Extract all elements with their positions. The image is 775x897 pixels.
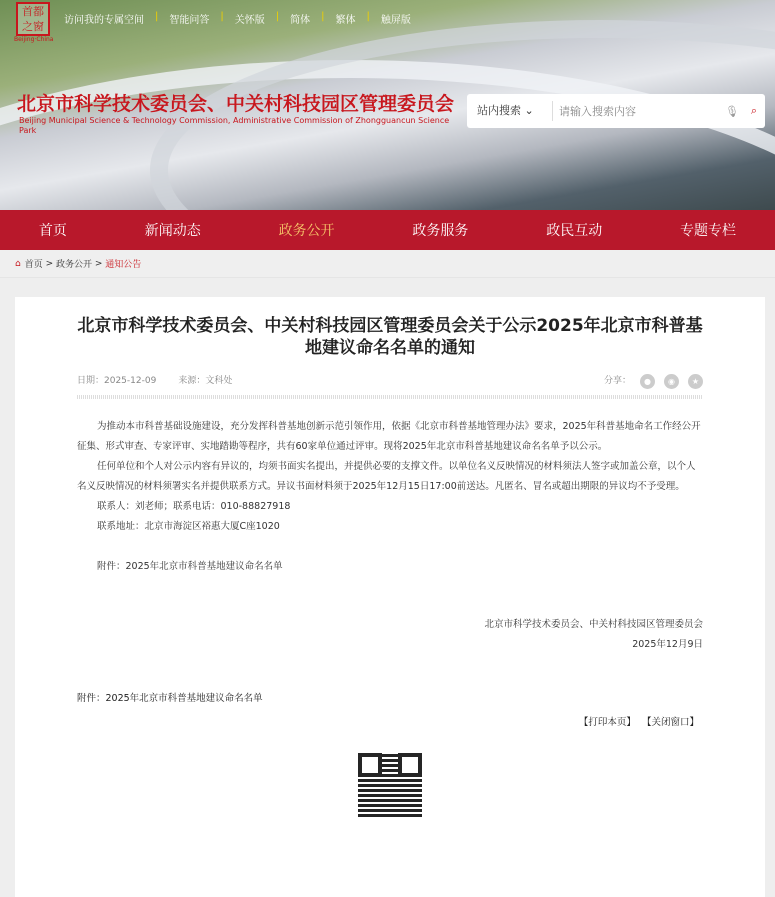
site-title-en: Beijing Municipal Science & Technology Commission, Administrative Commission of Zhongguancun Science Park: [19, 116, 450, 135]
top-link[interactable]: 简体: [290, 15, 311, 26]
chevron-down-icon: ⌄: [524, 104, 534, 117]
article-title: 北京市科学技术委员会、中关村科技园区管理委员会关于公示2025年北京市科普基地建议命名名单的通知: [77, 316, 703, 358]
top-link[interactable]: 繁体: [335, 15, 356, 26]
contact-address: 联系地址：北京市海淀区裕惠大厦C座1020: [97, 521, 280, 532]
top-link[interactable]: 关怀版: [234, 15, 265, 26]
qr-code: [358, 753, 422, 817]
article-meta-row: [77, 373, 703, 389]
site-title: 北京市科学技术委员会、中关村科技园区管理委员会: [17, 93, 455, 115]
page-actions: [77, 715, 703, 731]
print-button[interactable]: 【打印本页】: [578, 717, 636, 728]
top-links: 访问我的专属空间 | 智能问答 | 关怀版 | 简体 | 繁体 | 触屏版: [64, 11, 411, 26]
article-meta: [77, 373, 254, 389]
nav-item-interaction[interactable]: 政民互动: [546, 223, 603, 239]
favorite-star-icon[interactable]: ★: [688, 374, 703, 389]
breadcrumb-home[interactable]: 首页: [24, 260, 43, 270]
search-bar: [467, 94, 765, 128]
search-icon[interactable]: ⌕: [750, 104, 758, 117]
wechat-icon[interactable]: ●: [640, 374, 655, 389]
home-icon: ⌂: [15, 258, 21, 269]
logo[interactable]: 首都 之窗: [16, 2, 50, 36]
nav-item-news[interactable]: 新闻动态: [144, 223, 201, 239]
site-title-block: [17, 93, 457, 136]
search-input[interactable]: 请输入搜索内容: [559, 105, 636, 118]
paragraph: 为推动本市科普基础设施建设，充分发挥科普基地创新示范引领作用，依据《北京市科普基地管理办法》要求，2025年科普基地命名工作经公开征集、形式审查、专家评审、实地踏勘等程序，共有60家单位通过评审。现将2025年北京市科普基地建议命名名单予以公示。: [77, 421, 701, 452]
nav-item-gov-info[interactable]: 政务公开: [278, 223, 335, 239]
header-banner: [0, 0, 775, 210]
attachment-link[interactable]: 附件：2025年北京市科普基地建议命名名单: [97, 561, 283, 572]
weibo-icon[interactable]: ◉: [664, 374, 679, 389]
microphone-icon[interactable]: 🎙: [725, 104, 739, 118]
nav-item-topics[interactable]: 专题专栏: [680, 223, 737, 239]
article-source: 来源：文科处: [178, 376, 233, 386]
breadcrumb-current[interactable]: 通知公告: [105, 260, 142, 270]
attachment-link[interactable]: 附件：2025年北京市科普基地建议命名名单: [77, 693, 263, 704]
nav-item-home[interactable]: 首页: [38, 223, 67, 239]
article-card: [15, 297, 765, 897]
top-link[interactable]: 访问我的专属空间: [64, 15, 144, 26]
search-scope-label: 站内搜索: [477, 104, 521, 117]
breadcrumb-gov-info[interactable]: 政务公开: [56, 260, 93, 270]
logo-subtitle: Beijing·China: [14, 36, 54, 43]
main-nav: [0, 210, 775, 250]
search-scope-select[interactable]: [467, 101, 553, 121]
signer: 北京市科学技术委员会、中关村科技园区管理委员会: [484, 619, 703, 630]
breadcrumb: ⌂ 首页 > 政务公开 > 通知公告: [0, 250, 775, 278]
sign-date: 2025年12月9日: [632, 639, 703, 650]
close-window-button[interactable]: 【关闭窗口】: [641, 717, 699, 728]
share-label: 分享：: [603, 376, 631, 386]
signature: [77, 615, 703, 655]
top-link[interactable]: 智能问答: [169, 15, 210, 26]
top-link[interactable]: 触屏版: [380, 15, 411, 26]
article-body: [77, 417, 703, 577]
divider: [77, 395, 703, 399]
contact-person: 联系人：刘老师；联系电话：010-88827918: [97, 501, 291, 512]
share-bar: [604, 373, 703, 389]
article-date: 日期：2025-12-09: [77, 376, 157, 386]
paragraph: 任何单位和个人对公示内容有异议的，均须书面实名提出，并提供必要的支撑文件。以单位名义反映情况的材料须法人签字或加盖公章，以个人名义反映情况的材料须署实名并提供联系方式。异议书面材料须于2025年12月15日17:00前送达。凡匿名、冒名或超出期限的异议均不予受理。: [77, 461, 696, 492]
nav-item-services[interactable]: 政务服务: [412, 223, 469, 239]
